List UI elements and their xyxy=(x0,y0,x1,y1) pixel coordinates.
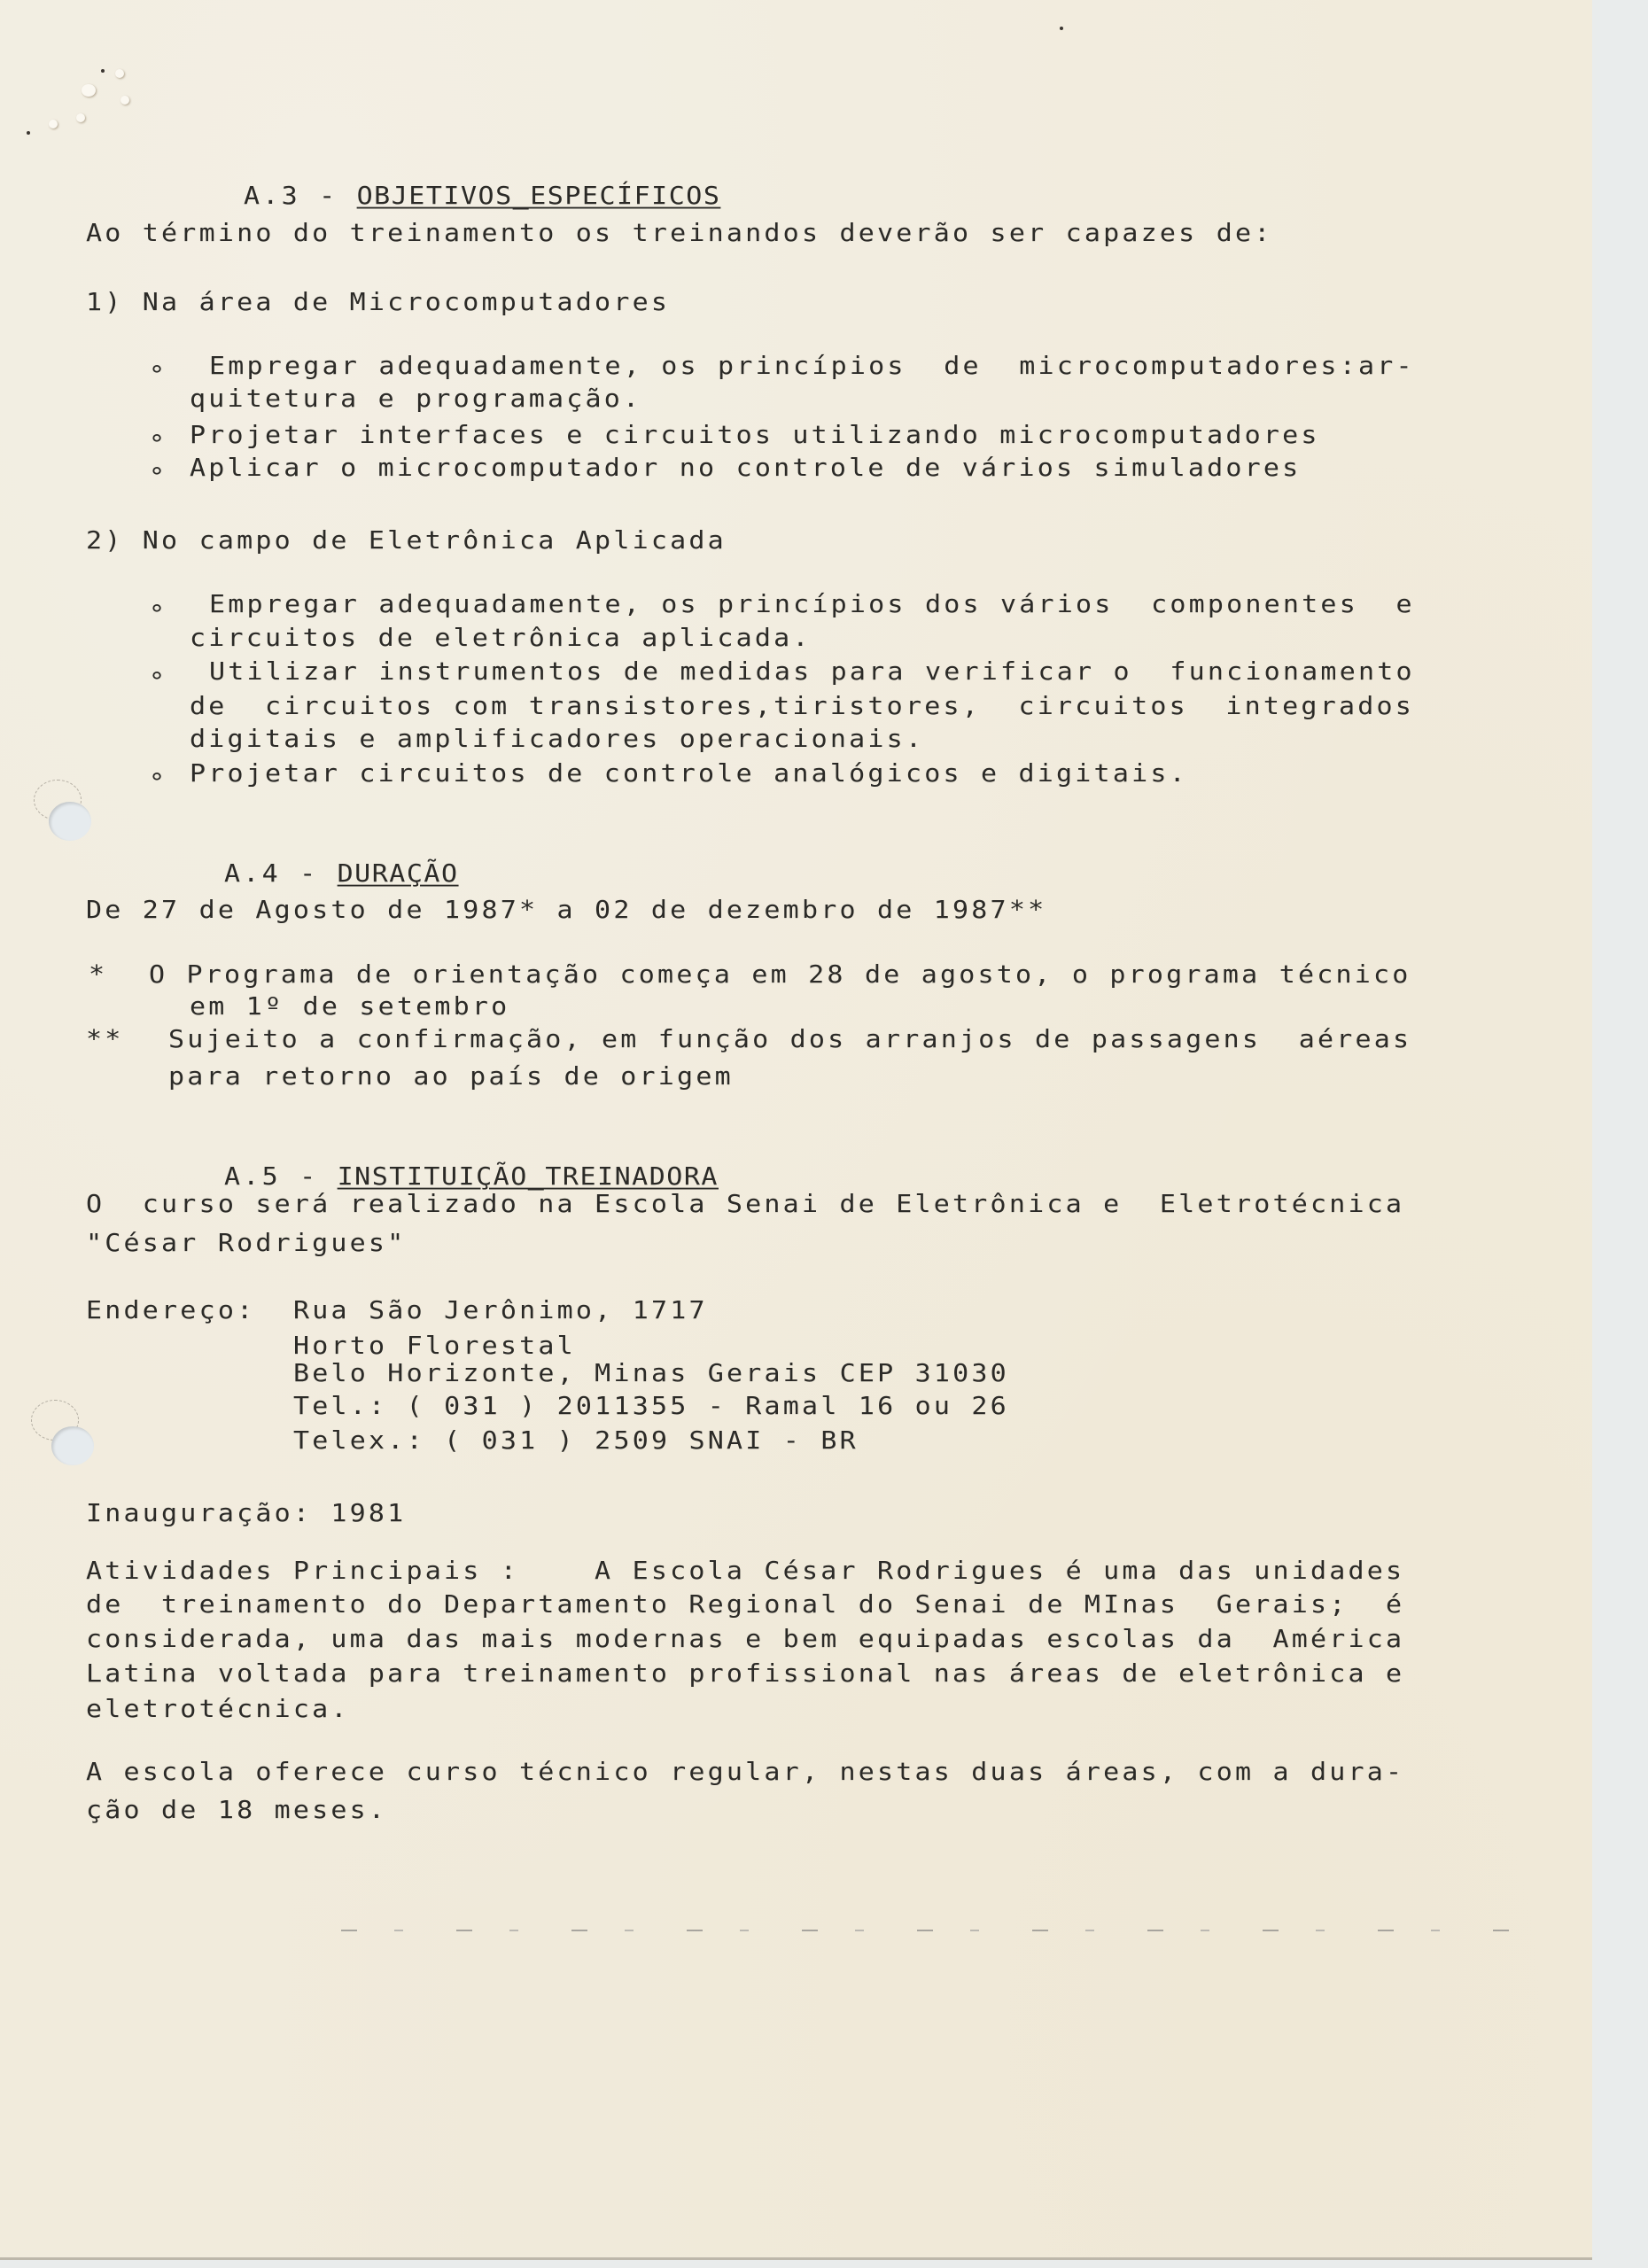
paper-tear xyxy=(82,84,96,97)
phone-line: Tel.: ( 031 ) 2011355 - Ramal 16 ou 26 xyxy=(293,1392,1009,1421)
bullet-icon: ∘ xyxy=(149,594,168,623)
bullet-icon: ∘ xyxy=(149,423,168,453)
intro-text: Ao término do treinamento os treinandos deverão ser capazes de: xyxy=(86,219,1273,248)
bullet-icon: ∘ xyxy=(149,661,168,690)
section-title: INSTITUIÇÃO_TREINADORA xyxy=(337,1162,719,1192)
faint-dashed-line xyxy=(341,1930,1520,1931)
activities-text: eletrotécnica. xyxy=(86,1695,350,1724)
list-item-text: Aplicar o microcomputador no controle de vários simuladores xyxy=(190,454,1302,483)
list-item-text: circuitos de eletrônica aplicada. xyxy=(190,624,812,653)
paper-tear xyxy=(76,113,85,122)
punch-hole xyxy=(49,802,91,841)
course-location-text: O curso será realizado na Escola Senai de Eletrônica e Eletrotécnica xyxy=(86,1190,1405,1219)
footnote-marker: * xyxy=(89,960,108,990)
address-line: Belo Horizonte, Minas Gerais CEP 31030 xyxy=(293,1359,1009,1388)
course-duration-text: ção de 18 meses. xyxy=(86,1796,388,1825)
punch-hole xyxy=(51,1426,94,1465)
inauguration-text: Inauguração: 1981 xyxy=(86,1499,407,1528)
group-label-microcomputadores: 1) Na área de Microcomputadores xyxy=(86,288,671,317)
list-item-text: Projetar interfaces e circuitos utilizando microcomputadores xyxy=(190,421,1320,450)
ink-speck xyxy=(1060,27,1063,30)
telex-line: Telex.: ( 031 ) 2509 SNAI - BR xyxy=(293,1426,859,1456)
course-location-text: "César Rodrigues" xyxy=(86,1229,407,1258)
activities-text: de treinamento do Departamento Regional do Senai de MInas Gerais; é xyxy=(86,1590,1405,1619)
footnote-text: em 1º de setembro xyxy=(190,992,510,1021)
activities-text: considerada, uma das mais modernas e bem equipadas escolas da América xyxy=(86,1625,1405,1654)
section-number: A.4 - xyxy=(224,859,338,889)
ink-speck xyxy=(27,131,30,135)
list-item-text: de circuitos com transistores,tiristores, circuitos integrados xyxy=(190,692,1414,721)
list-item-text: Empregar adequadamente, os princípios de microcomputadores:ar- xyxy=(209,352,1415,381)
paper-edge xyxy=(0,2257,1592,2260)
address-line: Rua São Jerônimo, 1717 xyxy=(293,1296,708,1325)
paper-tear xyxy=(115,69,124,78)
bullet-icon: ∘ xyxy=(149,354,168,384)
paper-tear xyxy=(120,96,129,105)
list-item-text: digitais e amplificadores operacionais. xyxy=(190,725,925,754)
section-number: A.3 - xyxy=(244,182,357,211)
activities-text: Latina voltada para treinamento profissional nas áreas de eletrônica e xyxy=(86,1659,1405,1689)
footnote-text: para retorno ao país de origem xyxy=(168,1062,734,1091)
footnote-text: Sujeito a confirmação, em função dos arranjos de passagens aéreas xyxy=(168,1025,1412,1054)
list-item-text: Empregar adequadamente, os princípios dos vários componentes e xyxy=(209,590,1415,619)
course-duration-text: A escola oferece curso técnico regular, nestas duas áreas, com a dura- xyxy=(86,1758,1405,1787)
footnote-marker: ** xyxy=(86,1025,124,1054)
section-title: OBJETIVOS_ESPECÍFICOS xyxy=(356,182,721,211)
group-label-eletronica: 2) No campo de Eletrônica Aplicada xyxy=(86,526,727,555)
bullet-icon: ∘ xyxy=(149,762,168,791)
bullet-icon: ∘ xyxy=(149,456,168,485)
duration-period: De 27 de Agosto de 1987* a 02 de dezembro de 1987** xyxy=(86,896,1047,925)
list-item-text: quitetura e programação. xyxy=(190,384,642,414)
ink-speck xyxy=(101,69,105,73)
address-label: Endereço: xyxy=(86,1296,256,1325)
section-number: A.5 - xyxy=(224,1162,338,1192)
list-item-text: Projetar circuitos de controle analógicos e digitais. xyxy=(190,759,1188,788)
section-title: DURAÇÃO xyxy=(337,859,459,889)
footnote-text: O Programa de orientação começa em 28 de agosto, o programa técnico xyxy=(149,960,1411,990)
list-item-text: Utilizar instrumentos de medidas para verificar o funcionamento xyxy=(209,657,1415,687)
address-line: Horto Florestal xyxy=(293,1332,576,1361)
activities-text: Atividades Principais : A Escola César Rodrigues é uma das unidades xyxy=(86,1557,1405,1586)
paper-tear xyxy=(49,120,58,128)
